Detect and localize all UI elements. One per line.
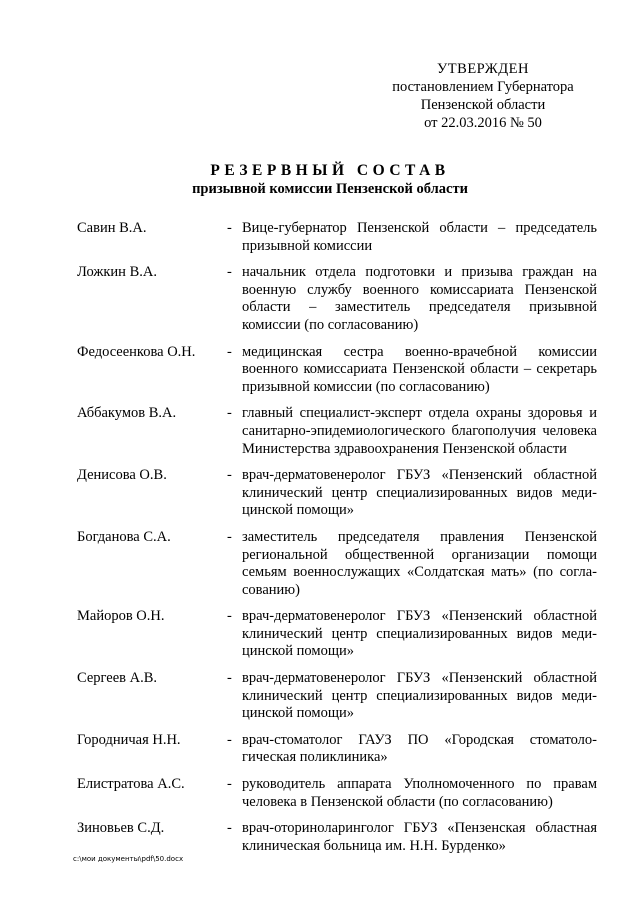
- member-row: [77, 220, 597, 255]
- member-position: начальник отдела подготовки и призыва граждан на военную службу военного комиссариата Пензенской области – заместитель председателя призывной комиссии (по согласованию): [242, 264, 597, 333]
- document-title: [60, 162, 600, 198]
- approval-line-date: от 22.03.2016 № 50: [424, 115, 542, 131]
- member-name: Городничая Н.Н.: [77, 731, 181, 748]
- member-name: Савин В.А.: [77, 220, 147, 236]
- member-name: Денисова О.В.: [77, 467, 167, 484]
- member-name: Майоров О.Н.: [77, 608, 165, 625]
- member-row: [77, 264, 597, 334]
- member-dash: -: [227, 528, 232, 545]
- file-path-footer: c:\мои документы\pdf\50.docx: [73, 855, 184, 863]
- title-main: РЕЗЕРВНЫЙ СОСТАВ: [210, 162, 450, 179]
- member-dash: -: [227, 264, 232, 281]
- member-position: врач-оториноларинголог ГБУЗ «Пензенская областная клиническая больница им. Н.Н. Бурденко»: [242, 820, 597, 854]
- member-position: руководитель аппарата Уполномоченного по правам человека в Пензенской области (по согласованию): [242, 776, 597, 810]
- title-subtitle: призывной комиссии Пензенской области: [192, 181, 468, 197]
- approval-line-region: Пензенской области: [420, 97, 546, 113]
- members-list: [77, 220, 597, 864]
- member-row: [77, 732, 597, 767]
- member-name: Федосеенкова О.Н.: [77, 343, 196, 360]
- member-dash: -: [227, 467, 232, 484]
- member-name: Зиновьев С.Д.: [77, 820, 165, 837]
- member-row: [77, 344, 597, 397]
- member-position: врач-дерматовенеролог ГБУЗ «Пензенский областной клинический центр специализированных видов меди-цинской помощи»: [242, 608, 597, 660]
- member-name: Сергеев А.В.: [77, 670, 158, 687]
- member-name: Елистратова А.С.: [77, 776, 185, 793]
- member-dash: -: [227, 670, 232, 687]
- approval-block: [368, 60, 598, 132]
- approval-heading: УТВЕРЖДЕН: [437, 61, 529, 77]
- member-dash: -: [227, 776, 232, 793]
- member-dash: -: [227, 608, 232, 625]
- approval-line-decree: постановлением Губернатора: [392, 79, 574, 95]
- member-dash: -: [227, 220, 232, 236]
- member-row: [77, 820, 597, 855]
- member-name: Ложкин В.А.: [77, 264, 157, 281]
- member-name: Аббакумов В.А.: [77, 405, 177, 422]
- member-dash: -: [227, 405, 232, 422]
- member-name: Богданова С.А.: [77, 528, 171, 545]
- member-position: врач-стоматолог ГАУЗ ПО «Городская стоматоло-гическая поликлиника»: [242, 731, 597, 766]
- member-position: главный специалист-эксперт отдела охраны здоровья и санитарно-эпидемиологического благополучия человека Министерства здравоохранения Пензенской области: [242, 405, 597, 457]
- member-position: заместитель председателя правления Пензенской региональной общественной организации помощи семьям военнослужащих «Солдатская мать» (по согла-сованию): [242, 528, 597, 598]
- member-dash: -: [227, 731, 232, 748]
- member-position: медицинская сестра военно-врачебной комиссии военного комиссариата Пензенской области – секретарь призывной комиссии (по согласованию): [242, 343, 597, 395]
- member-position: Вице-губернатор Пензенской области – председатель призывной комиссии: [242, 220, 597, 254]
- member-row: [77, 467, 597, 520]
- member-row: [77, 608, 597, 661]
- member-position: врач-дерматовенеролог ГБУЗ «Пензенский областной клинический центр специализированных видов меди-цинской помощи»: [242, 467, 597, 519]
- member-row: [77, 529, 597, 599]
- member-row: [77, 670, 597, 723]
- member-position: врач-дерматовенеролог ГБУЗ «Пензенский областной клинический центр специализированных видов меди-цинской помощи»: [242, 670, 597, 722]
- member-dash: -: [227, 820, 232, 837]
- member-row: [77, 405, 597, 458]
- member-row: [77, 776, 597, 811]
- member-dash: -: [227, 343, 232, 360]
